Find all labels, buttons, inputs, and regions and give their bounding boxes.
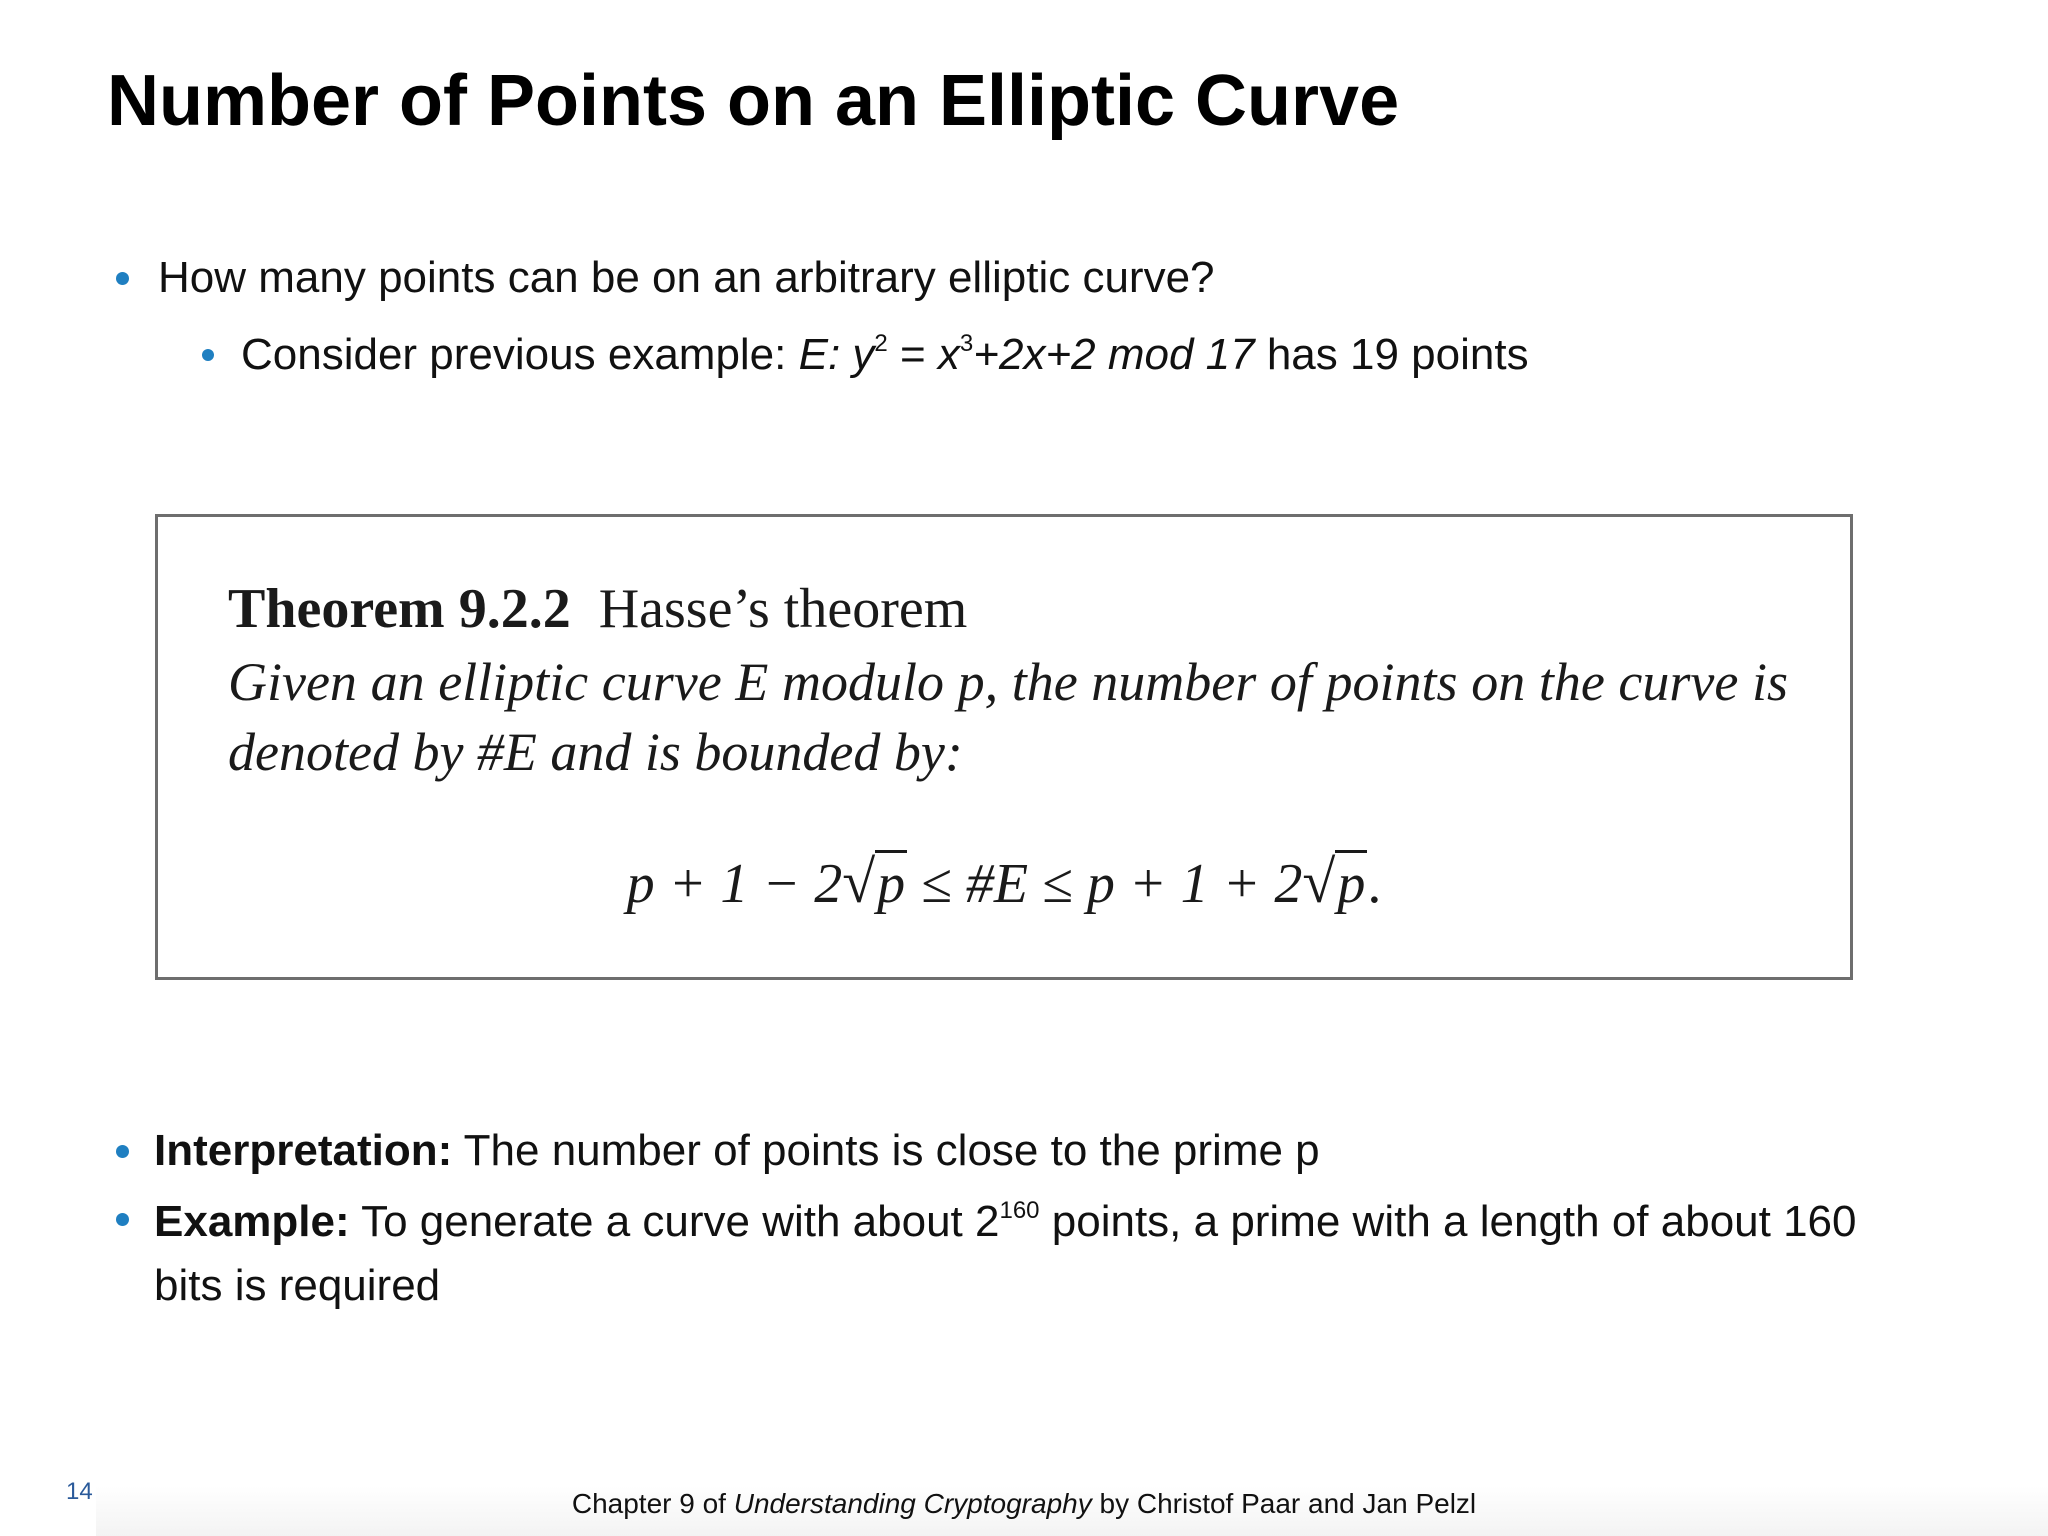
interpretation-label: Interpretation: (154, 1126, 453, 1175)
footer-authors: by Christof Paar and Jan Pelzl (1091, 1488, 1477, 1519)
slide-title: Number of Points on an Elliptic Curve (107, 61, 1400, 141)
theorem-name: Hasse’s theorem (598, 578, 968, 640)
hasse-bound-formula (158, 847, 1850, 919)
sub-bullet-dot (202, 349, 214, 361)
bullet-dot (116, 1213, 129, 1226)
formula-left: p + 1 − 2 (626, 853, 843, 915)
theorem-box (155, 514, 1853, 980)
radical-sign: √ (842, 849, 876, 915)
footer-citation (0, 1487, 2048, 1521)
footer-chapter: Chapter 9 of (571, 1488, 734, 1519)
sqrt-left (842, 847, 907, 919)
exponent-2: 2 (874, 330, 888, 358)
theorem-statement: Given an elliptic curve E modulo p, the number of points on the curve is denoted by #E and is bounded by: (228, 652, 1788, 782)
sub-bullet-example (241, 328, 1529, 382)
theorem-heading (228, 577, 967, 641)
example-label: Example: (154, 1197, 350, 1246)
radicand-right: p (1335, 850, 1367, 915)
bullet-dot (116, 1145, 129, 1158)
equals: = (887, 330, 938, 379)
bullet-interpretation (154, 1124, 1320, 1178)
example-text-a: To generate a curve with about 2 (349, 1197, 1000, 1246)
bullet-dot (116, 272, 129, 285)
theorem-number: Theorem 9.2.2 (228, 578, 571, 640)
formula-middle: ≤ #E ≤ p + 1 + 2 (907, 853, 1303, 915)
sqrt-right (1302, 847, 1367, 919)
footer-book-title: Understanding Cryptography (733, 1488, 1092, 1519)
interpretation-text: The number of points is close to the prime p (452, 1126, 1320, 1175)
radical-sign: √ (1302, 849, 1336, 915)
sub-bullet-tail: has 19 points (1254, 330, 1529, 379)
page-number: 14 (66, 1478, 93, 1505)
curve-rest: +2x+2 mod 17 (973, 330, 1255, 379)
exponent-3: 3 (959, 330, 974, 358)
bullet-example (154, 1190, 1894, 1318)
exponent-160: 160 (999, 1197, 1040, 1225)
x-var: x (937, 330, 960, 379)
sub-bullet-lead: Consider previous example: (241, 330, 799, 379)
radicand-left: p (875, 850, 907, 915)
example-text-b: points, a prime with a length of about 160 bits is required (154, 1197, 1857, 1310)
bullet-question: How many points can be on an arbitrary elliptic curve? (158, 253, 1215, 302)
curve-prefix: E: y (798, 330, 875, 379)
formula-end: . (1367, 853, 1382, 915)
